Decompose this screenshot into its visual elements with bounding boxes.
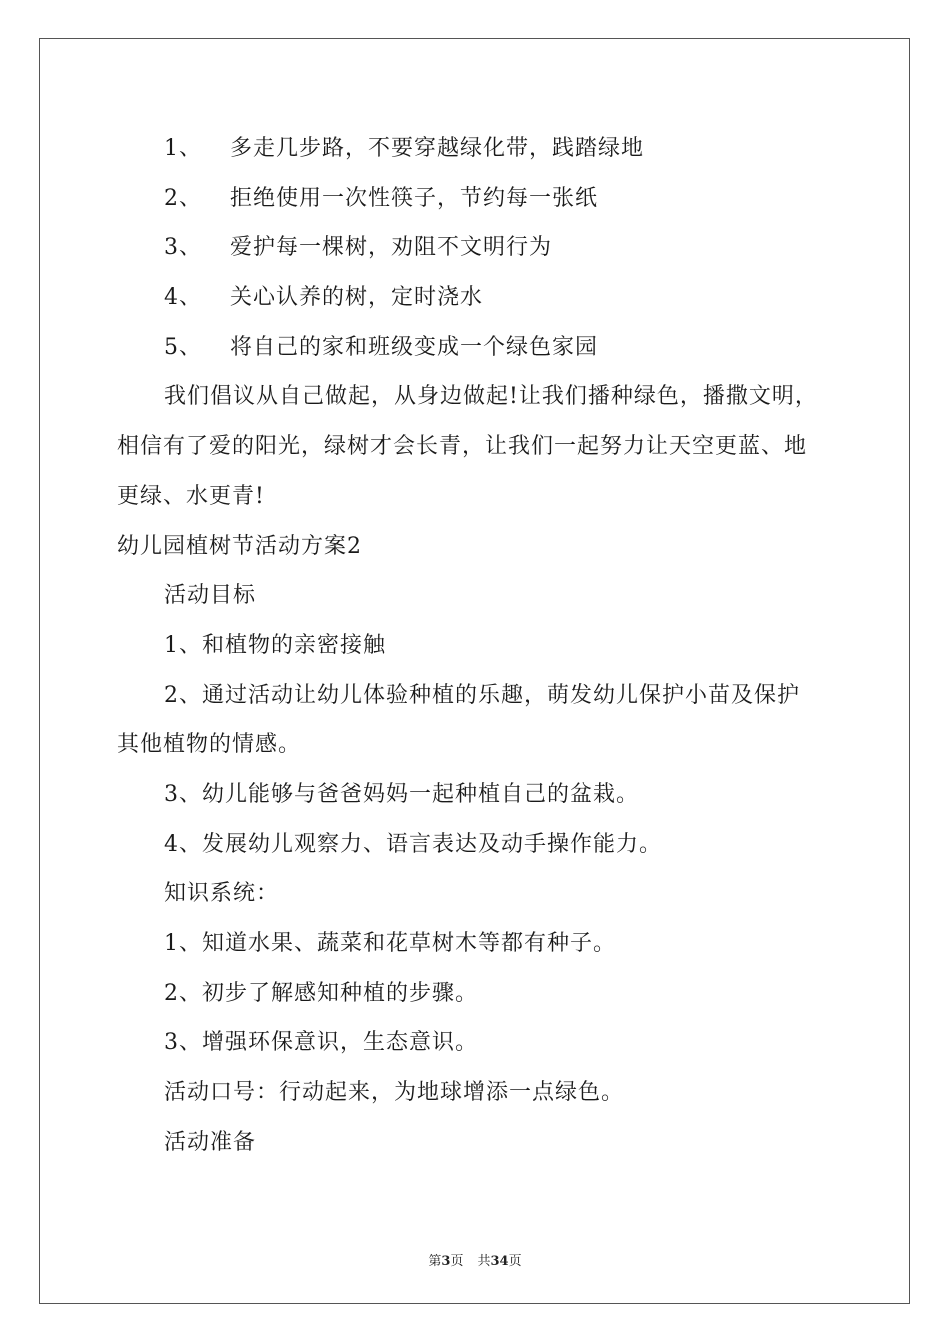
preparation-heading: 活动准备	[164, 1129, 257, 1155]
goals-heading: 活动目标	[164, 583, 257, 609]
list-item	[117, 273, 837, 323]
goal-item-2: 2、通过活动让幼儿体验种植的乐趣，萌发幼儿保护小苗及保护	[164, 682, 800, 708]
list-item	[117, 323, 837, 373]
list-number: 2、	[164, 185, 202, 211]
page-footer	[0, 1250, 950, 1269]
list-text: 将自己的家和班级变成一个绿色家园	[230, 334, 599, 360]
knowledge-item-2: 2、初步了解感知种植的步骤。	[164, 980, 478, 1006]
knowledge-item-1: 1、知道水果、蔬菜和花草树木等都有种子。	[164, 931, 616, 956]
list-number: 1、	[164, 136, 202, 161]
proposal-line-1: 我们倡议从自己做起，从身边做起!让我们播种绿色，播撒文明，	[164, 384, 818, 410]
list-text: 拒绝使用一次性筷子，节约每一张纸	[230, 185, 599, 211]
footer-total-suffix: 页	[508, 1254, 522, 1269]
goal-item-3: 3、幼儿能够与爸爸妈妈一起种植自己的盆栽。	[164, 781, 639, 807]
list-number: 3、	[164, 235, 202, 261]
goal-item-2-cont: 其他植物的情感。	[117, 732, 302, 758]
section-title: 幼儿园植树节活动方案2	[117, 533, 362, 559]
footer-page-suffix: 页	[450, 1254, 464, 1269]
footer-total-prefix: 共	[477, 1254, 491, 1269]
activity-slogan: 活动口号：行动起来，为地球增添一点绿色。	[164, 1080, 625, 1106]
list-text: 多走几步路，不要穿越绿化带，践踏绿地	[230, 136, 645, 161]
knowledge-heading: 知识系统：	[164, 881, 280, 907]
goal-item-1: 1、和植物的亲密接触	[164, 632, 386, 658]
knowledge-item-3: 3、增强环保意识，生态意识。	[164, 1030, 478, 1056]
goal-item-4: 4、发展幼儿观察力、语言表达及动手操作能力。	[164, 831, 662, 857]
proposal-line-3: 更绿、水更青!	[117, 483, 265, 509]
total-page-count: 34	[490, 1254, 509, 1269]
footer-prefix: 第	[428, 1254, 442, 1269]
proposal-line-2: 相信有了爱的阳光，绿树才会长青，让我们一起努力让天空更蓝、地	[117, 434, 808, 460]
list-item	[117, 124, 837, 174]
current-page-number: 3	[441, 1254, 451, 1269]
list-item	[117, 174, 837, 224]
list-text: 关心认养的树，定时浇水	[230, 285, 484, 311]
document-body	[117, 124, 837, 1167]
list-number: 4、	[164, 285, 202, 311]
list-item	[117, 223, 837, 273]
list-number: 5、	[164, 334, 202, 360]
list-text: 爱护每一棵树，劝阻不文明行为	[230, 235, 553, 261]
